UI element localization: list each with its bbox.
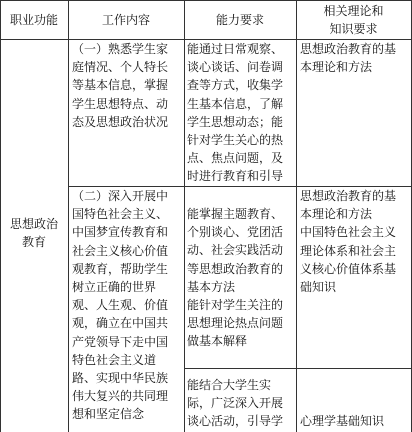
function-cell: 思想政治 教育 (9, 217, 58, 249)
theory-item-1: 思想政治教育的基 本理论和方法 (300, 42, 397, 75)
grid-line (184, 368, 412, 369)
header-function: 职业功能 (9, 13, 58, 27)
theory-item-2b: 心理学基础知识 (300, 414, 385, 428)
ability-item-1: 能通过日常观察、 谈心谈话、问卷调 查等方式，收集学 生基本信息，了解 学生思想动态；能 针对学生关心的热 点、焦点问题，及 时进行教育和引导 (187, 42, 284, 184)
header-theory: 相关理论和 知识要求 (323, 4, 384, 36)
grid-line (0, 0, 412, 1)
content-item-2: （二）深入开展中 国特色社会主义、 中国梦宣传教育和 社会主义核心价值 观教育，帮助学生 树立正确的世界 观、人生观、价值 观，确立在中国共 产党领导下走中国 特色社会主义道 路、实现中华民族 伟大复兴的共同理 想和坚定信念 (72, 189, 169, 422)
grid-line (68, 0, 69, 432)
content-item-1: （一）熟悉学生家 庭情况、个人特长 等基本信息，掌握 学生思想特点、动 态及思想政治状况 (72, 42, 169, 129)
header-content: 工作内容 (101, 13, 150, 27)
theory-item-2a: 思想政治教育的基 本理论和方法 中国特色社会主义 理论体系和社会主 义核心价值体系基 础知识 (300, 189, 397, 295)
ability-item-2a: 能掌握主题教育、 个别谈心、党团活 动、社会实践活动 等思想政治教育的 基本方法 能针对学生关注的 思想理论热点问题 做基本解释 (187, 207, 284, 349)
header-ability: 能力要求 (215, 13, 264, 27)
ability-item-2b: 能结合大学生实 际，广泛深入开展 谈心活动，引导学 (187, 378, 284, 429)
